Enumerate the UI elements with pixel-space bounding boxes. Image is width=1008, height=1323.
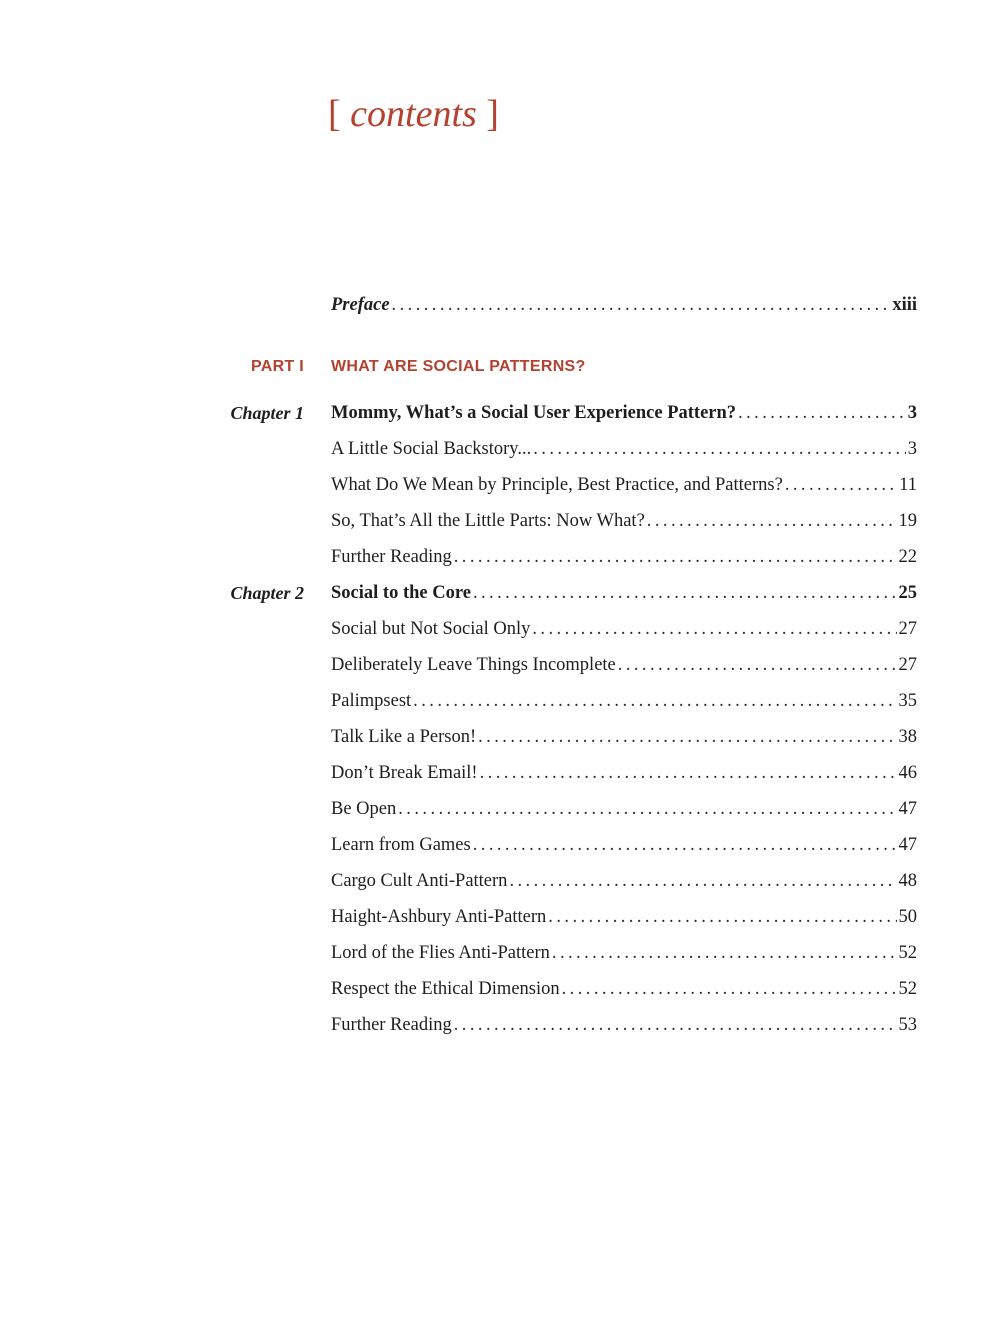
section-title: Palimpsest [331,691,412,711]
toc-entry-section[interactable] [331,975,917,1003]
section-page: 47 [898,799,917,819]
section-page: 22 [898,547,917,567]
dot-leader [473,579,897,607]
dot-leader [473,831,897,859]
toc-entry-section[interactable] [331,543,917,571]
section-title: Learn from Games [331,835,471,855]
dot-leader [454,543,897,571]
toc-entry-section[interactable] [331,651,917,679]
part-label: PART I [250,358,304,375]
dot-leader [413,687,896,715]
toc-entry-chapter-2[interactable] [331,579,917,607]
section-title: Social but Not Social Only [331,619,531,639]
toc-entry-section[interactable] [331,831,917,859]
toc-entry-section[interactable] [331,615,917,643]
toc-entry-section[interactable] [331,471,917,499]
dot-leader [562,975,897,1003]
section-page: 53 [898,1015,917,1035]
dot-leader [398,795,896,823]
chapter-1-page: 3 [907,403,917,423]
section-page: 52 [898,979,917,999]
section-title: Don’t Break Email! [331,763,478,783]
toc-entry-section[interactable] [331,435,917,463]
contents-heading [328,88,499,140]
toc-entry-section[interactable] [331,507,917,535]
section-title: Cargo Cult Anti-Pattern [331,871,508,891]
preface-label: Preface [331,295,390,315]
section-page: 19 [898,511,917,531]
section-page: 52 [898,943,917,963]
section-title: Deliberately Leave Things Incomplete [331,655,616,675]
chapter-2-title: Social to the Core [331,583,471,603]
section-title: Lord of the Flies Anti-Pattern [331,943,550,963]
heading-word: contents [350,93,477,135]
toc-entry-section[interactable] [331,903,917,931]
heading-close-bracket: ] [486,93,499,135]
chapter-1-title: Mommy, What’s a Social User Experience Pattern? [331,403,737,423]
dot-leader [532,615,896,643]
section-title: Respect the Ethical Dimension [331,979,560,999]
dot-leader [785,471,897,499]
dot-leader [738,399,906,427]
section-page: 11 [899,475,917,495]
toc-entry-section[interactable] [331,723,917,751]
dot-leader [454,1011,897,1039]
dot-leader [552,939,897,967]
section-title: Haight-Ashbury Anti-Pattern [331,907,547,927]
dot-leader [478,723,896,751]
toc-entry-section[interactable] [331,939,917,967]
section-title: Further Reading [331,547,452,567]
dot-leader [647,507,897,535]
section-title: Further Reading [331,1015,452,1035]
toc-entry-section[interactable] [331,867,917,895]
chapter-2-page: 25 [898,583,917,603]
toc-entry-section[interactable] [331,687,917,715]
dot-leader [480,759,897,787]
section-page: 38 [898,727,917,747]
part-title: WHAT ARE SOCIAL PATTERNS? [331,358,586,375]
section-page: 47 [898,835,917,855]
preface-page: xiii [892,295,917,315]
section-page: 50 [898,907,917,927]
section-page: 48 [898,871,917,891]
section-page: 46 [898,763,917,783]
toc-entry-section[interactable] [331,759,917,787]
section-title: What Do We Mean by Principle, Best Practice, and Patterns? [331,475,783,495]
toc-entry-chapter-1[interactable] [331,399,917,427]
toc-entry-preface[interactable] [331,291,917,319]
dot-leader [509,867,896,895]
section-title: Talk Like a Person! [331,727,477,747]
section-page: 27 [898,619,917,639]
section-page: 35 [898,691,917,711]
heading-open-bracket: [ [328,93,341,135]
chapter-1-label: Chapter 1 [230,403,304,423]
dot-leader [392,291,891,319]
section-title: So, That’s All the Little Parts: Now What? [331,511,645,531]
dot-leader [618,651,897,679]
section-title: Be Open [331,799,397,819]
toc-entry-section[interactable] [331,1011,917,1039]
section-page: 3 [907,439,917,459]
dot-leader [533,435,906,463]
chapter-2-label: Chapter 2 [230,583,304,603]
toc-entry-section[interactable] [331,795,917,823]
section-page: 27 [898,655,917,675]
section-title: A Little Social Backstory... [331,439,532,459]
dot-leader [548,903,896,931]
